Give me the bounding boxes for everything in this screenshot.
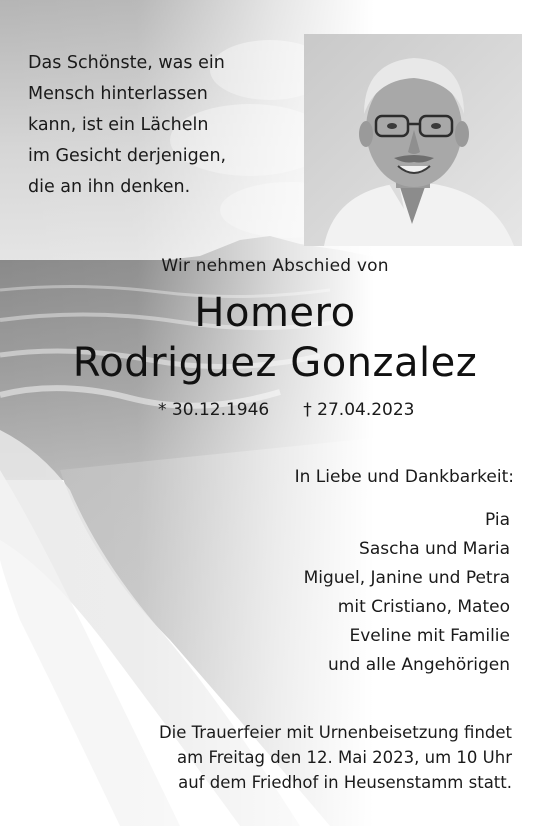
- quote-line: die an ihn denken.: [28, 177, 191, 197]
- life-dates: [158, 400, 415, 420]
- funeral-line: am Freitag den 12. Mai 2023, um 10 Uhr: [177, 748, 512, 767]
- list-item: Sascha und Maria: [359, 539, 510, 559]
- funeral-line: auf dem Friedhof in Heusenstamm statt.: [178, 773, 512, 792]
- list-item: mit Cristiano, Mateo: [337, 597, 510, 617]
- list-item: und alle Angehörigen: [327, 655, 510, 675]
- quote-line: Das Schönste, was ein: [28, 53, 225, 73]
- quote-line: Mensch hinterlassen: [28, 84, 208, 104]
- funeral-line: Die Trauerfeier mit Urnenbeisetzung findet: [158, 723, 512, 742]
- intro-text: Wir nehmen Abschied von: [161, 256, 389, 276]
- deceased-first-name: Homero: [194, 290, 356, 336]
- portrait-photo: [304, 34, 522, 246]
- deceased-last-name: Rodriguez Gonzalez: [72, 340, 478, 386]
- birth-date: * 30.12.1946: [158, 400, 270, 420]
- dedication-heading: In Liebe und Dankbarkeit:: [294, 467, 514, 487]
- funeral-notice: [159, 720, 512, 795]
- mourners-list: [304, 506, 510, 680]
- quote-line: im Gesicht derjenigen,: [28, 146, 227, 166]
- list-item: Miguel, Janine und Petra: [303, 568, 510, 588]
- death-date: † 27.04.2023: [303, 400, 415, 420]
- quote-line: kann, ist ein Lächeln: [28, 115, 209, 135]
- list-item: Eveline mit Familie: [349, 626, 510, 646]
- memorial-quote: [28, 48, 268, 203]
- list-item: Pia: [484, 510, 510, 530]
